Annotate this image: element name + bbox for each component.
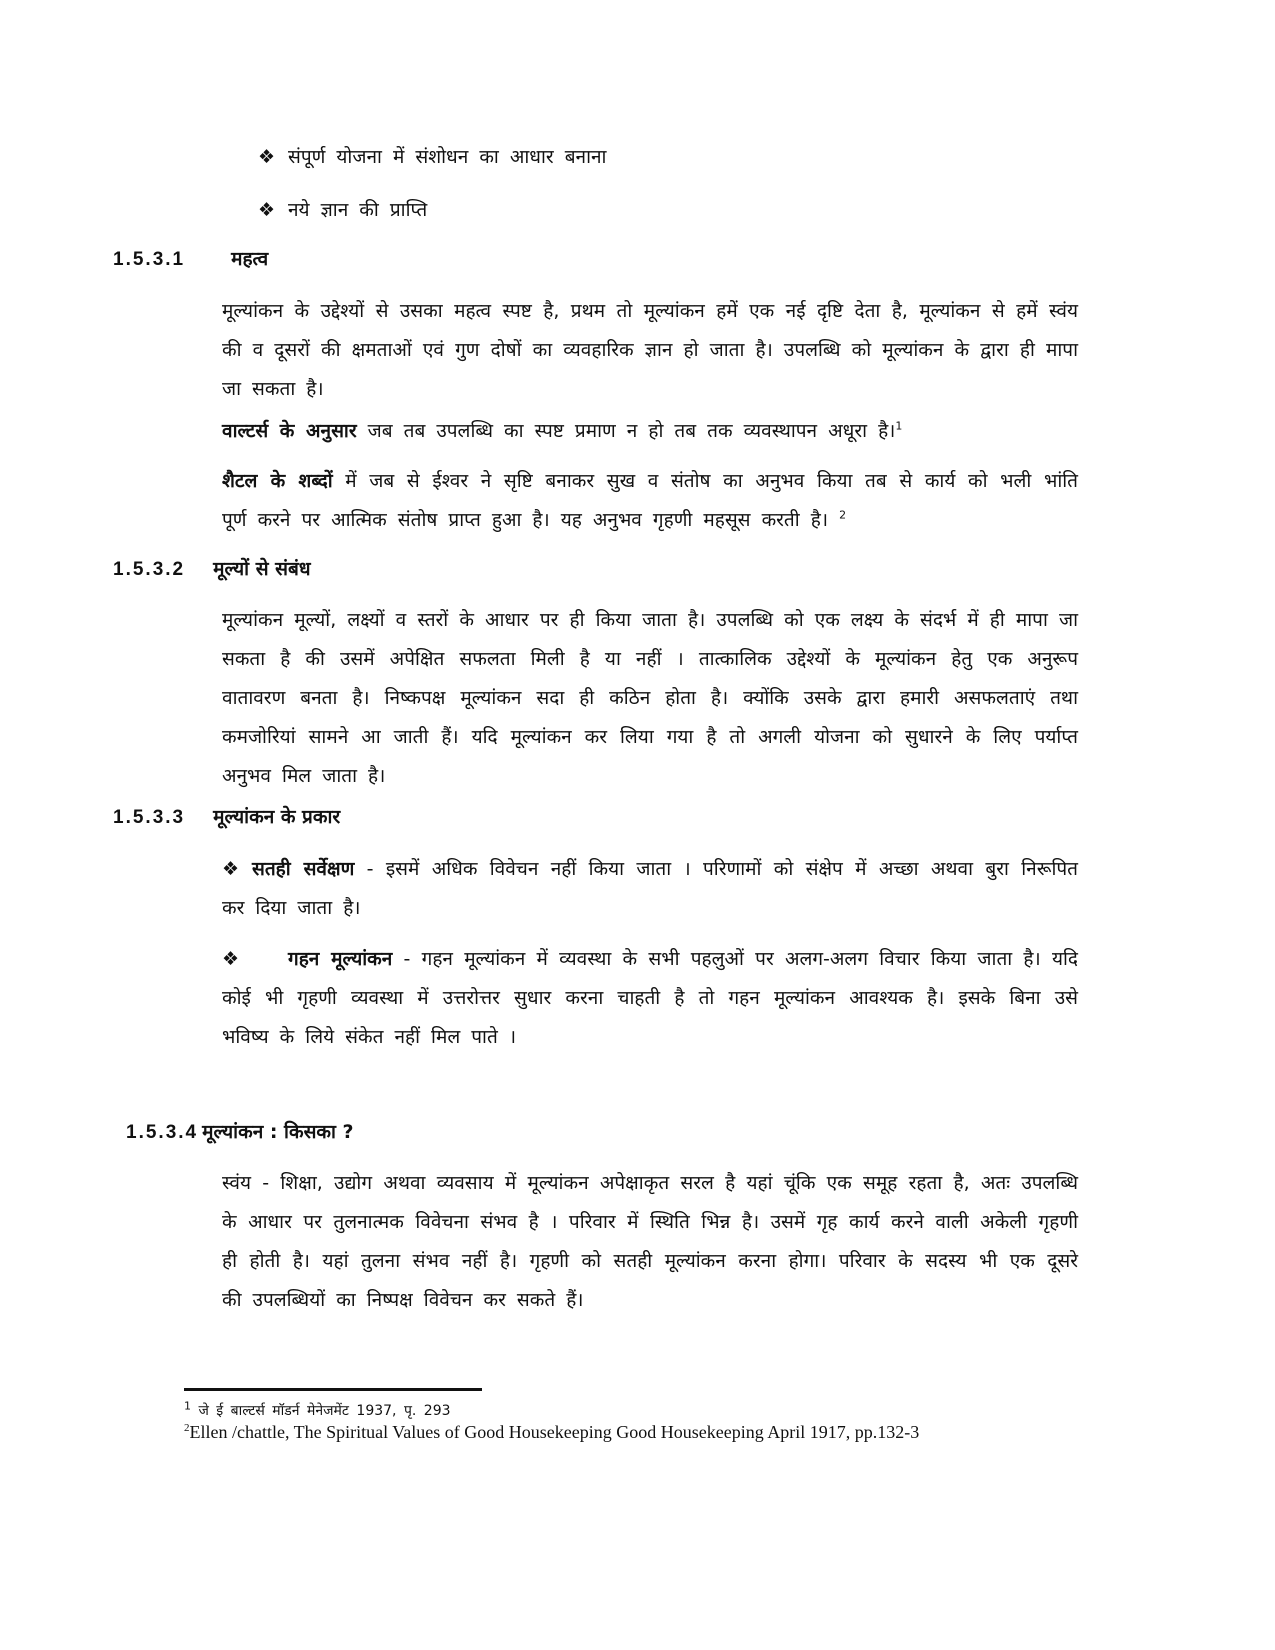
diamond-bullet-icon: ❖ (222, 948, 240, 970)
quote-paragraph (222, 462, 1078, 540)
quote-author: वाल्टर्स के अनुसार (222, 420, 357, 442)
section-number: 1.5.3.4 (126, 1122, 199, 1143)
paragraph: स्वंय - शिक्षा, उद्योग अथवा व्यवसाय में मूल्यांकन अपेक्षाकृत सरल है यहां चूंकि एक समूह रहता है, अतः उपलब्धि के आधार पर तुलनात्मक विवेचना संभव है । परिवार में स्थिति भिन्न है। उसमें गृह कार्य करने वाली अकेली गृहणी ही होती है। यहां तुलना संभव नहीं है। गृहणी को सतही मूल्यांकन करना होगा। परिवार के सदस्य भी एक दूसरे की उपलब्धियों का निष्पक्ष विवेचन कर सकते हैं। (222, 1172, 1078, 1311)
footnote-text: जे ई बाल्टर्स मॉडर्न मेनेजमेंट 1937, पृ. 293 (198, 1403, 451, 1419)
bullet-item (258, 196, 427, 224)
section-number: 1.5.3.1 (113, 249, 186, 270)
section-title: मूल्यांकन के प्रकार (213, 806, 341, 828)
type-description: - गहन मूल्यांकन में व्यवस्था के सभी पहलुओं पर अलग-अलग विचार किया जाता है। यदि कोई भी गृहणी व्यवस्था में उत्तरोत्तर सुधार करना चाहती है तो गहन मूल्यांकन आवश्यक है। इसके बिना उसे भविष्य के लिये संकेत नहीं मिल पाते । (222, 948, 1078, 1048)
section-title: मूल्यांकन : किसका ? (202, 1121, 354, 1143)
bullet-text: नये ज्ञान की प्राप्ति (288, 199, 428, 221)
section-heading (126, 1118, 354, 1147)
footnote-divider (184, 1388, 482, 1391)
quote-author: शैटल के शब्दों (222, 470, 333, 492)
type-description: - इसमें अधिक विवेचन नहीं किया जाता । परिणामों को संक्षेप में अच्छा अथवा बुरा निरूपित कर दिया जाता है। (222, 858, 1078, 919)
section-heading (113, 555, 311, 584)
section-heading (113, 803, 340, 832)
section-number: 1.5.3.2 (113, 559, 186, 580)
footnote-text: Ellen /chattle, The Spiritual Values of Good Housekeeping Good Housekeeping April 1917, pp.132-3 (189, 1422, 920, 1442)
section-heading (113, 245, 268, 274)
quote-text: में जब से ईश्वर ने सृष्टि बनाकर सुख व संतोष का अनुभव किया तब से कार्य को भली भांति पूर्ण करने पर आत्मिक संतोष प्राप्त हुआ है। यह अनुभव गृहणी महसूस करती है। (222, 470, 1078, 531)
diamond-bullet-icon: ❖ (258, 199, 276, 221)
quote-text: जब तब उपलब्धि का स्पष्ट प्रमाण न हो तब तक व्यवस्थापन अधूरा है। (356, 420, 896, 442)
diamond-bullet-icon: ❖ (258, 146, 276, 168)
section-number: 1.5.3.3 (113, 807, 186, 828)
footnote-number: 2 (184, 1422, 190, 1434)
type-name: गहन मूल्यांकन (288, 948, 393, 970)
type-name: सतही सर्वेक्षण (252, 858, 355, 880)
section-title: महत्व (231, 248, 269, 270)
footnote-ref: 1 (895, 419, 903, 433)
bullet-item (258, 143, 606, 171)
footnote (184, 1420, 919, 1444)
footnote-number: 1 (184, 1399, 191, 1413)
paragraph: मूल्यांकन मूल्यों, लक्ष्यों व स्तरों के आधार पर ही किया जाता है। उपलब्धि को एक लक्ष्य के संदर्भ में ही मापा जा सकता है की उसमें अपेक्षित सफलता मिली है या नहीं । तात्कालिक उद्देश्यों के मूल्यांकन हेतु एक अनुरूप वातावरण बनता है। निष्कपक्ष मूल्यांकन सदा ही कठिन होता है। क्योंकि उसके द्वारा हमारी असफलताएं तथा कमजोरियां सामने आ जाती हैं। यदि मूल्यांकन कर लिया गया है तो अगली योजना को सुधारने के लिए पर्याप्त अनुभव मिल जाता है। (222, 609, 1078, 787)
paragraph: मूल्यांकन के उद्देश्यों से उसका महत्व स्पष्ट है, प्रथम तो मूल्यांकन हमें एक नई दृष्टि देता है, मूल्यांकन से हमें स्वंय की व दूसरों की क्षमताओं एवं गुण दोषों का व्यवहारिक ज्ञान हो जाता है। उपलब्धि को मूल्यांकन के द्वारा ही मापा जा सकता है। (222, 300, 1078, 400)
diamond-bullet-icon: ❖ (222, 858, 240, 880)
footnote-ref: 2 (839, 508, 847, 522)
quote-paragraph (222, 412, 1078, 451)
type-item (222, 940, 1078, 1057)
bullet-text: संपूर्ण योजना में संशोधन का आधार बनाना (288, 146, 607, 168)
section-title: मूल्यों से संबंध (213, 558, 311, 580)
footnote (184, 1401, 451, 1421)
type-item (222, 850, 1078, 928)
